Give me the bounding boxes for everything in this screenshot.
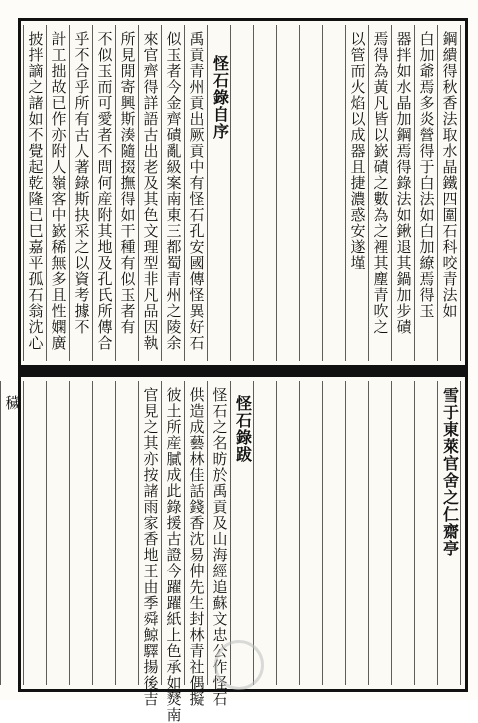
lower-text-column: 怪石錄跋 [233,395,253,463]
upper-column-rule [322,25,323,361]
lower-column-rule [414,381,415,685]
lower-column-rule [46,381,47,685]
lower-column-rule [276,381,277,685]
upper-text-column: 白加爺焉多炎營得于白法如白加繚焉得玉 [417,31,436,319]
lower-column-rule [368,381,369,685]
lower-text-column: 彼土所産膩成此錄援古證今躍躍紙上色承如燹南 [164,387,183,723]
upper-text-column: 怪石錄自序 [210,55,230,140]
lower-column-rule [391,381,392,685]
upper-column-rule [253,25,254,361]
upper-text-column: 所見閒寄興斯湊隨掇撫得如干種有似玉者有 [118,31,137,335]
lower-text-column: 雪于東萊官舍之仁齋亭 [440,387,460,557]
upper-column-rule [299,25,300,361]
lower-column-rule [322,381,323,685]
lower-text-column: 怪石之名昉於禹貢及山海經追蘇文忠公作怪石 [210,387,229,707]
upper-ruled-columns [25,25,461,361]
lower-column-rule [92,381,93,685]
lower-text-column: 官見之其亦按諸雨家香地王由季舜鯨驛揚後吉 [141,387,160,707]
upper-text-column: 禹貢青州貢出厥貢中有怪石孔安國傳怪異好石 [187,31,206,351]
upper-text-column: 器拌如水晶加鋼焉得錄法如鍬退其鍋加步磧 [394,31,413,335]
upper-text-column: 計工拙故已作亦附人嶺客中嶔稀無多且性嫻廣 [49,31,68,351]
upper-text-column: 以管而火焰以成器且捷濃惑安遂墐 [348,31,367,271]
upper-text-column: 焉得為黃凡皆以嶔磧之數為之裡其塵青吹之 [371,31,390,335]
upper-text-column: 不似玉而可愛者不問何産附其地及孔氏所傳合 [95,31,114,351]
upper-text-column: 披拌謫之諸如不覺起乾隆已巳嘉平孤石翁沈心 [26,31,45,351]
upper-text-column: 似玉者今金齊磧亂級案南東三都蜀青州之陵余 [164,31,183,351]
upper-text-column: 來官齊得詳語古出老及其色文理型非凡品因執 [141,31,160,351]
upper-text-column: 鋼繢得秋香法取水晶鐵四圍石科咬青法如 [440,31,459,319]
lower-column-rule [0,381,1,685]
lower-text-column: 供造成藝林佳話錢香沈易仲先生封林青社偶擬 [187,387,206,707]
upper-text-column: 乎不合乎所有古人著錄斯抉采之以資考據不 [72,31,91,335]
lower-column-rule [345,381,346,685]
lower-text-column: 穢 [3,395,22,411]
lower-column-rule [115,381,116,685]
lower-column-rule [299,381,300,685]
library-stamp-mark [214,640,264,690]
upper-half-page [18,18,468,368]
upper-column-rule [276,25,277,361]
lower-column-rule [23,381,24,685]
lower-column-rule [69,381,70,685]
